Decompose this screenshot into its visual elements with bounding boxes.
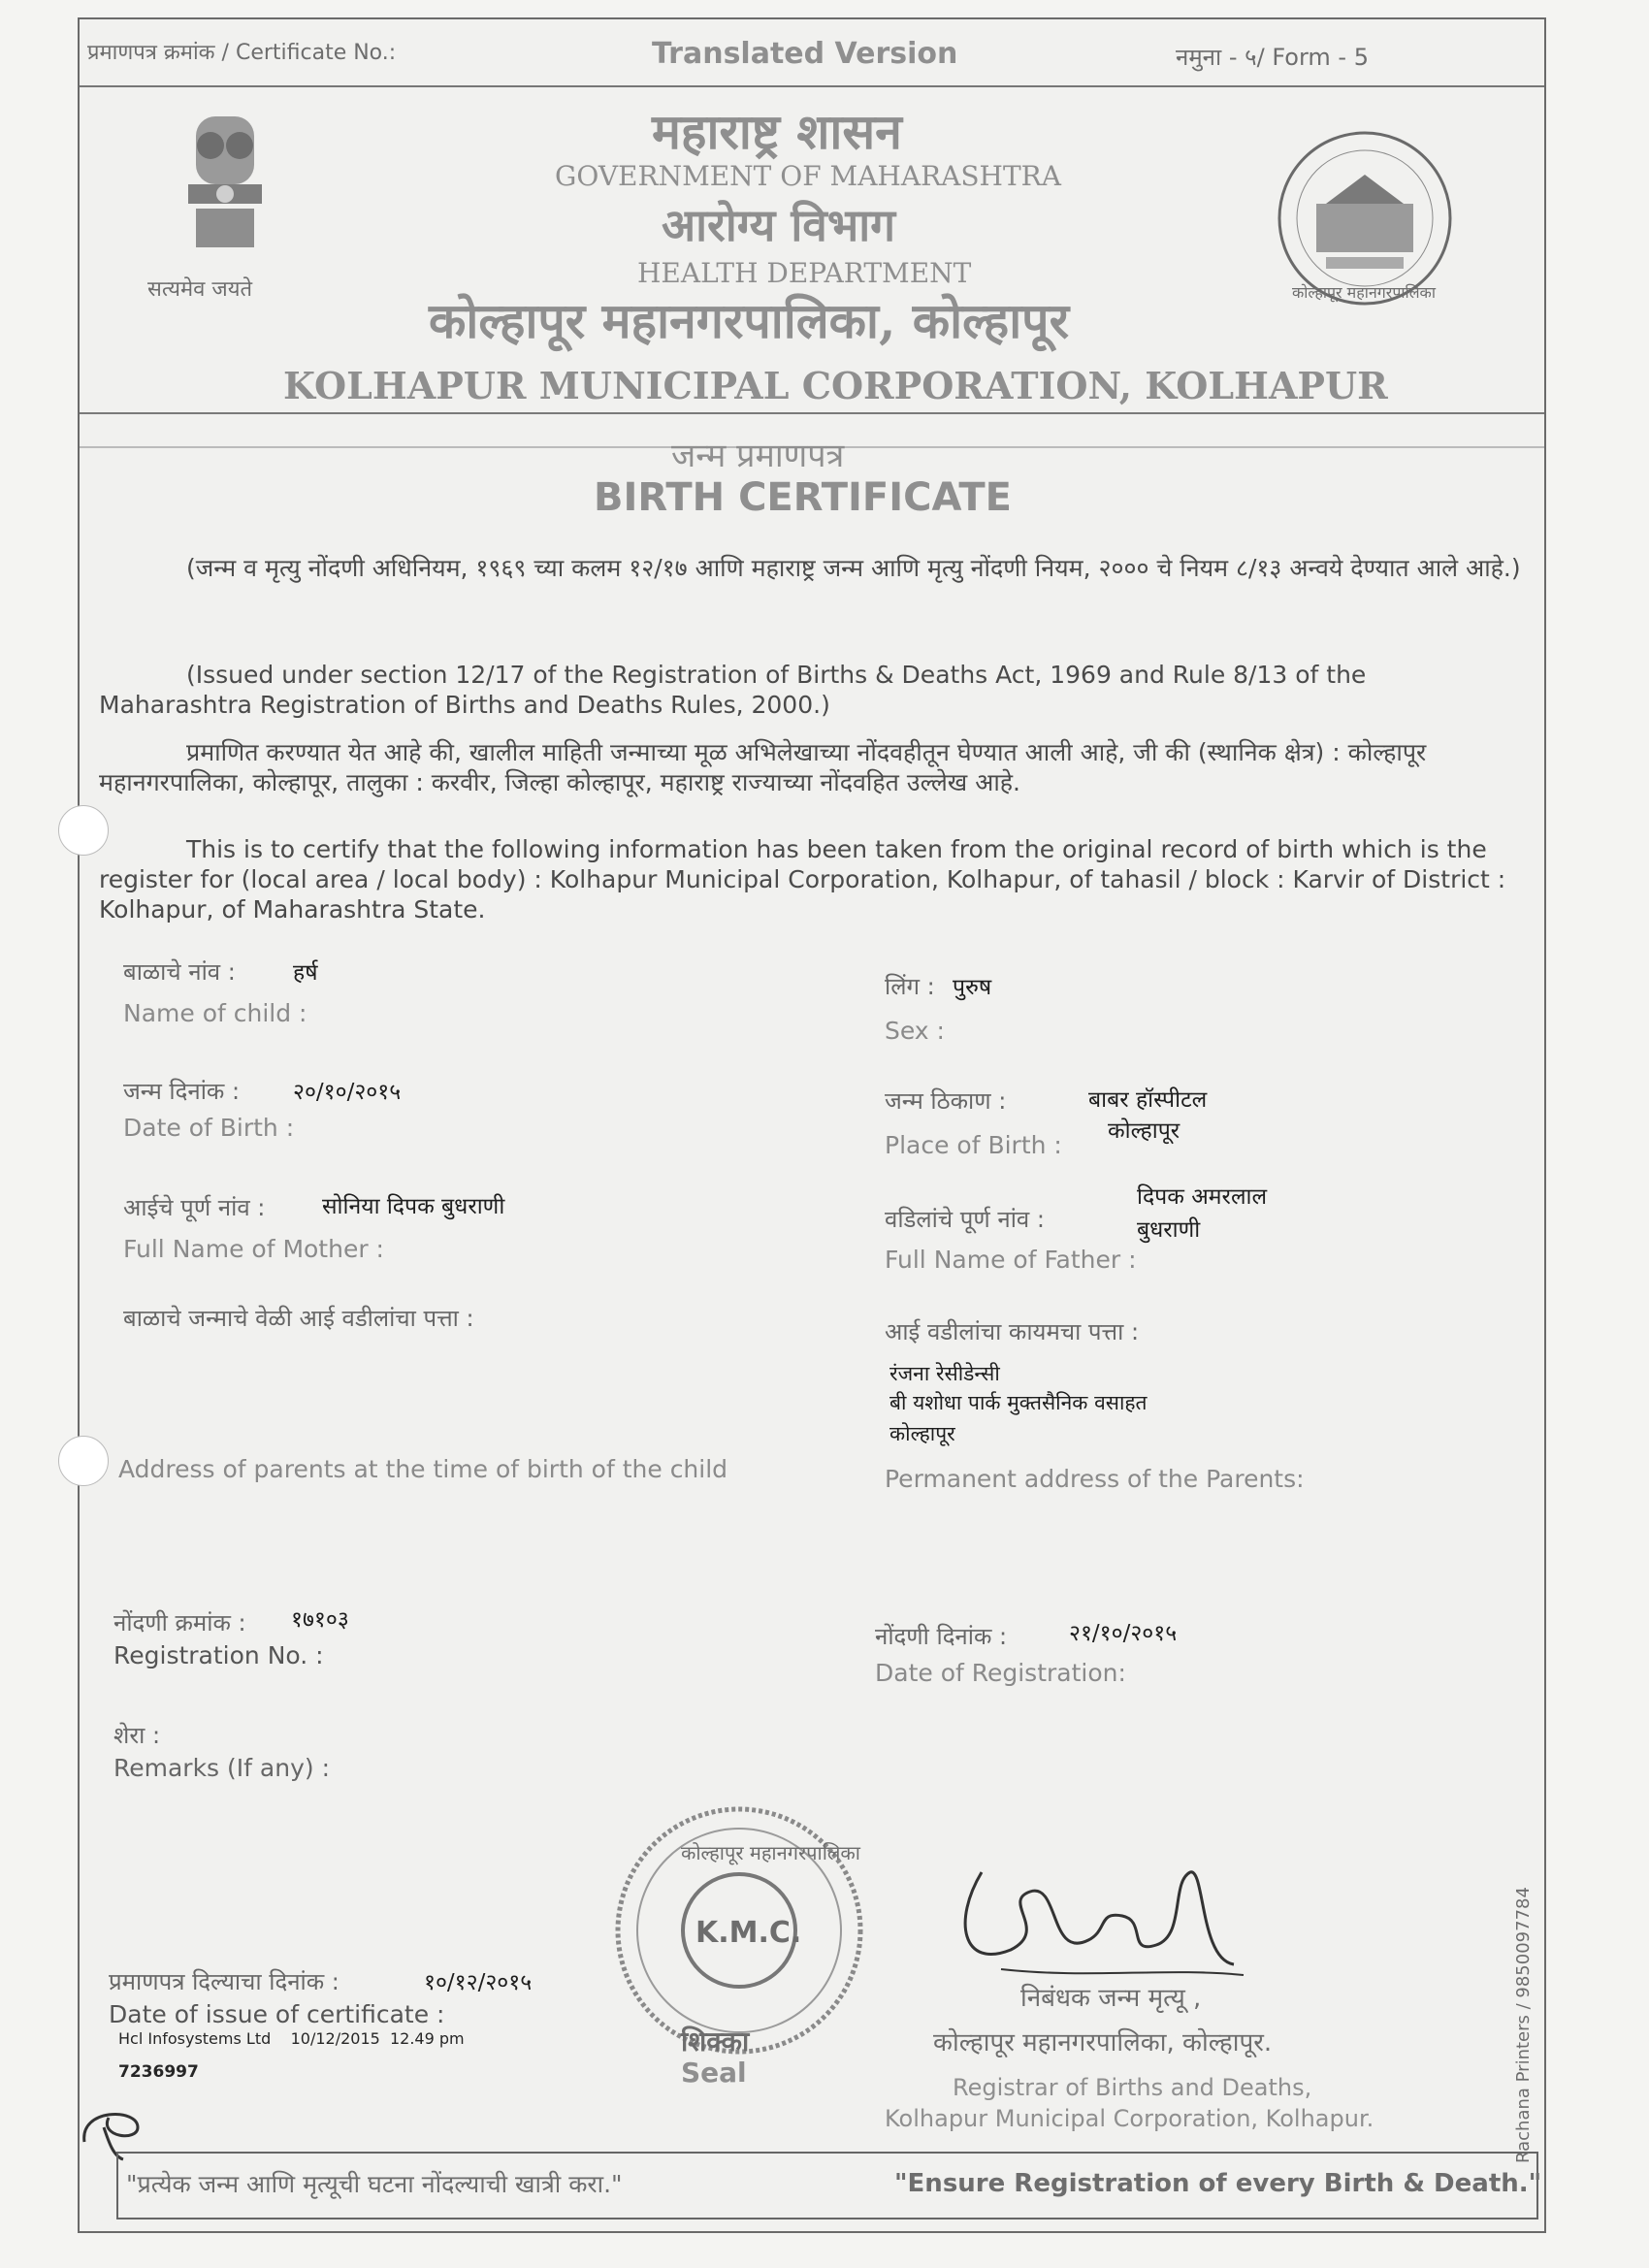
corp-english: KOLHAPUR MUNICIPAL CORPORATION, KOLHAPUR [283, 364, 1388, 407]
child-name-value: हर्ष [293, 960, 318, 986]
reg-date-label-en: Date of Registration: [875, 1659, 1126, 1687]
registrar-signature [943, 1843, 1253, 1989]
header-divider [80, 412, 1544, 414]
registrar-title-mr: निबंधक जन्म मृत्यू , [1020, 1984, 1202, 2013]
dept-marathi: आरोग्य विभाग [662, 199, 896, 251]
perm-address-line-2: बी यशोधा पार्क मुक्तसैनिक वसाहत [889, 1391, 1148, 1414]
perm-address-label-en: Permanent address of the Parents: [885, 1465, 1305, 1493]
gov-english: GOVERNMENT OF MAHARASHTRA [555, 160, 1061, 192]
slogan-marathi: "प्रत्येक जन्म आणि मृत्यूची घटना नोंदल्याची खात्री करा." [126, 2170, 623, 2198]
issue-date-label-en: Date of issue of certificate : [109, 2000, 445, 2028]
father-label-mr: वडिलांचे पूर्ण नांव : [885, 1206, 1045, 1233]
father-label-en: Full Name of Father : [885, 1246, 1137, 1274]
perm-address-line-1: रंजना रेसीडेन्सी [889, 1362, 1000, 1385]
punch-hole-bottom [58, 1436, 109, 1486]
reg-no-label-en: Registration No. : [113, 1641, 324, 1669]
translated-version: Translated Version [652, 37, 958, 71]
certify-marathi: प्रमाणित करण्यात येत आहे की, खालील माहिती जन्माच्या मूळ अभिलेखाच्या नोंदवहीतून घेण्यात आली आहे, जी की (स्थानिक क्षेत्र) : कोल्हापूर महानगरपालिका, कोल्हापूर, तालुका : करवीर, जिल्हा कोल्हापूर, महाराष्ट्र राज्याच्या नोंदवहित उल्लेख आहे. [99, 738, 1427, 796]
reg-no-value: १७१०३ [291, 1607, 349, 1633]
reg-date-value: २१/१०/२०१५ [1069, 1621, 1178, 1646]
pob-label-mr: जन्म ठिकाण : [885, 1087, 1007, 1115]
slogan-english: "Ensure Registration of every Birth & Death." [894, 2169, 1542, 2198]
seal-caption: कोल्हापूर महानगरपालिका [1292, 283, 1436, 302]
certificate-no-label: प्रमाणपत्र क्रमांक / Certificate No.: [87, 41, 397, 65]
mother-label-mr: आईचे पूर्ण नांव : [123, 1194, 266, 1221]
dob-label-mr: जन्म दिनांक : [123, 1078, 241, 1105]
child-name-label-en: Name of child : [123, 999, 307, 1027]
registrar-title-en: Registrar of Births and Deaths, [953, 2074, 1312, 2101]
father-value-1: दिपक अमरलाल [1137, 1184, 1268, 1210]
serial-number: 7236997 [118, 2062, 199, 2082]
mother-value: सोनिया दिपक बुधराणी [322, 1194, 505, 1219]
reg-no-label-mr: नोंदणी क्रमांक : [113, 1609, 246, 1636]
dob-value: २०/१०/२०१५ [293, 1080, 402, 1105]
certificate-frame [78, 17, 1546, 2233]
sex-label-en: Sex : [885, 1017, 945, 1045]
registrar-corp-en: Kolhapur Municipal Corporation, Kolhapur. [885, 2105, 1374, 2132]
mother-label-en: Full Name of Mother : [123, 1235, 384, 1263]
kmc-seal-ring: कोल्हापूर महानगरपालिका [681, 1841, 860, 1864]
issued-under-marathi: (जन्म व मृत्यु नोंदणी अधिनियम, १९६९ च्या कलम १२/१७ आणि महाराष्ट्र जन्म आणि मृत्यु नोंदणी नियम, २००० चे नियम ८/१३ अन्वये देण्यात आले आहे.) [186, 554, 1521, 582]
pob-value-1: बाबर हॉस्पीटल [1088, 1087, 1208, 1113]
dob-label-en: Date of Birth : [123, 1114, 295, 1142]
child-name-label-mr: बाळाचे नांव : [123, 958, 236, 986]
form-number: नमुना - ५/ Form - 5 [1176, 44, 1369, 71]
sex-value: पुरुष [953, 975, 992, 1000]
reg-date-label-mr: नोंदणी दिनांक : [875, 1623, 1008, 1650]
title-english: BIRTH CERTIFICATE [594, 475, 1012, 520]
top-bar [80, 19, 1544, 87]
birth-address-label-mr: बाळाचे जन्माचे वेळी आई वडीलांचा पत्ता : [123, 1305, 474, 1332]
birth-address-label-en: Address of parents at the time of birth of the child [118, 1455, 728, 1483]
remarks-label-en: Remarks (If any) : [113, 1754, 330, 1782]
remarks-label-mr: शेरा : [113, 1722, 161, 1749]
pob-value-2: कोल्हापूर [1108, 1118, 1180, 1144]
dept-english: HEALTH DEPARTMENT [637, 257, 972, 289]
seal-label-en: Seal [681, 2057, 747, 2089]
father-value-2: बुधराणी [1137, 1217, 1201, 1243]
seal-label-mr: शिक्का [681, 2025, 750, 2057]
printer-info: Rachana Printers / 9850097784 [1513, 1887, 1534, 2163]
corp-marathi: कोल्हापूर महानगरपालिका, कोल्हापूर [429, 292, 1070, 349]
print-info: Hcl Infosystems Ltd 10/12/2015 12.49 pm [118, 2029, 465, 2048]
perm-address-line-3: कोल्हापूर [889, 1422, 955, 1445]
motto: सत्यमेव जयते [147, 277, 253, 302]
issue-date-value: १०/१२/२०१५ [424, 1970, 533, 1995]
issued-under-english: (Issued under section 12/17 of the Registration of Births & Deaths Act, 1969 and Rule 8/13 of the Maharashtra Registration of Births and Deaths Rules, 2000.) [99, 661, 1367, 719]
certify-english: This is to certify that the following information has been taken from the original record of birth which is the register for (local area / local body) : Kolhapur Municipal Corporation, Kolhapur, of tahasil / block : Karvir of District : Kolhapur, of Maharashtra State. [99, 835, 1506, 923]
kmc-seal-center: K.M.C. [695, 1916, 802, 1950]
sex-label-mr: लिंग : [885, 973, 935, 1000]
registrar-corp-mr: कोल्हापूर महानगरपालिका, कोल्हापूर. [933, 2028, 1273, 2057]
pob-label-en: Place of Birth : [885, 1131, 1062, 1159]
perm-address-label-mr: आई वडीलांचा कायमचा पत्ता : [885, 1318, 1140, 1345]
footer-slogan-box [116, 2152, 1542, 2219]
title-marathi: जन्म प्रमाणपत्र [671, 437, 845, 475]
punch-hole-top [58, 805, 109, 856]
issue-date-label-mr: प्रमाणपत्र दिल्याचा दिनांक : [109, 1968, 340, 1995]
national-emblem-icon [167, 112, 283, 267]
gov-marathi: महाराष्ट्र शासन [652, 103, 902, 160]
